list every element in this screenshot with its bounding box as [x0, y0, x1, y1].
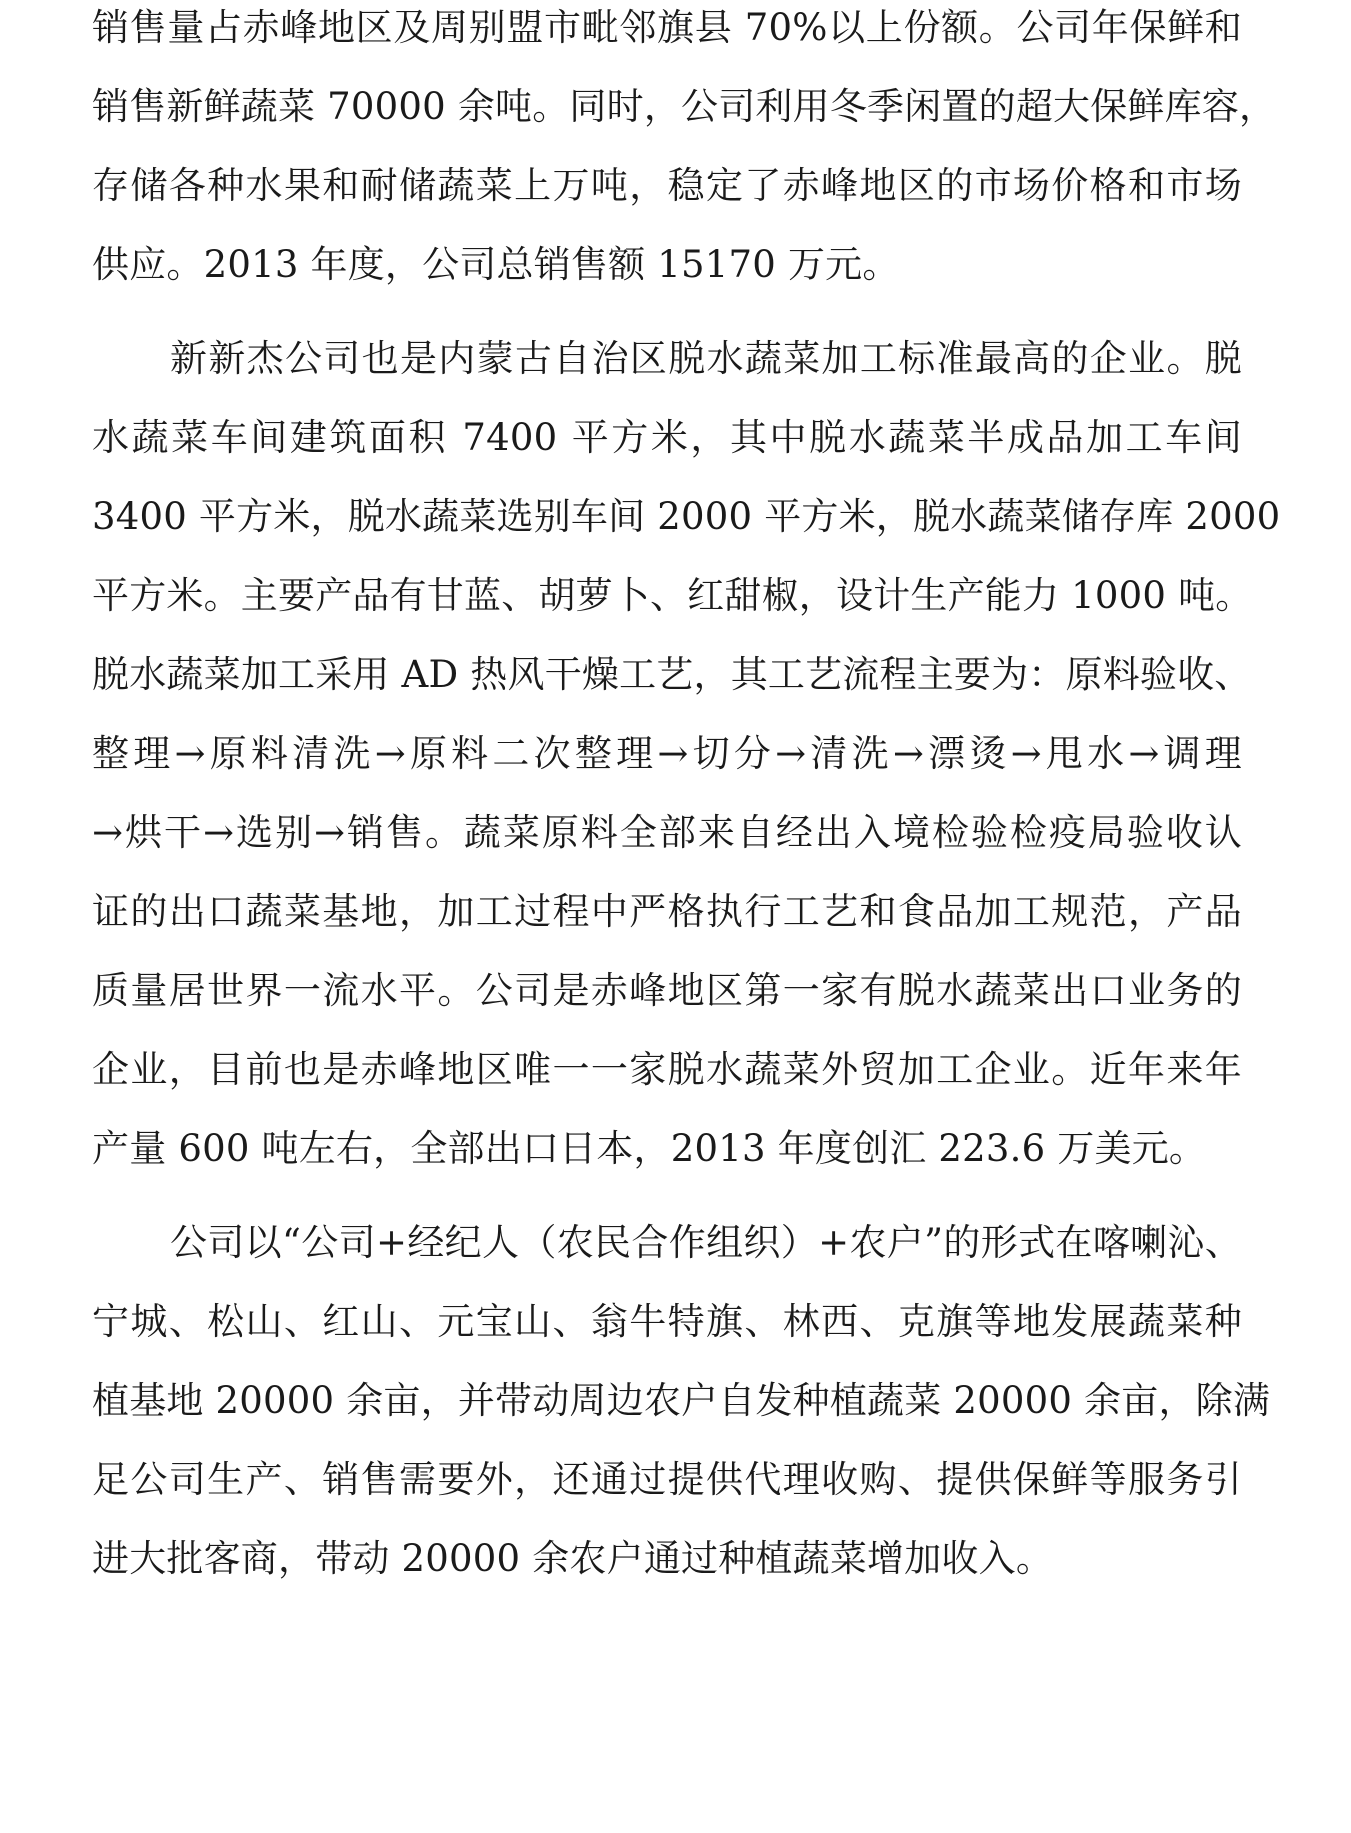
text-line: 质量居世界一流水平。公司是赤峰地区第一家有脱水蔬菜出口业务的 [92, 969, 1242, 1012]
text-line: 3400 平方米，脱水蔬菜选别车间 2000 平方米，脱水蔬菜储存库 2000 [92, 495, 1281, 538]
text-line: 存储各种水果和耐储蔬菜上万吨，稳定了赤峰地区的市场价格和市场 [92, 164, 1242, 207]
text-line: 宁城、松山、红山、元宝山、翁牛特旗、林西、克旗等地发展蔬菜种 [92, 1300, 1242, 1343]
text-line: 销售新鲜蔬菜 70000 余吨。同时，公司利用冬季闲置的超大保鲜库容， [92, 85, 1277, 128]
text-line: 产量 600 吨左右，全部出口日本，2013 年度创汇 223.6 万美元。 [92, 1127, 1207, 1170]
text-line: 整理→原料清洗→原料二次整理→切分→清洗→漂烫→甩水→调理 [92, 732, 1242, 775]
text-line: 证的出口蔬菜基地，加工过程中严格执行工艺和食品加工规范，产品 [92, 890, 1242, 933]
text-line: 供应。2013 年度，公司总销售额 15170 万元。 [92, 243, 900, 286]
text-line: 足公司生产、销售需要外，还通过提供代理收购、提供保鲜等服务引 [92, 1458, 1242, 1501]
text-line: 植基地 20000 余亩，并带动周边农户自发种植蔬菜 20000 余亩，除满 [92, 1379, 1271, 1422]
text-line: 销售量占赤峰地区及周别盟市毗邻旗县 70%以上份额。公司年保鲜和 [92, 6, 1242, 49]
text-line: 平方米。主要产品有甘蓝、胡萝卜、红甜椒，设计生产能力 1000 吨。 [92, 574, 1253, 617]
text-line: 水蔬菜车间建筑面积 7400 平方米，其中脱水蔬菜半成品加工车间 [92, 416, 1242, 459]
text-line: →烘干→选别→销售。蔬菜原料全部来自经出入境检验检疫局验收认 [92, 811, 1242, 854]
paragraph-start-line: 公司以“公司+经纪人（农民合作组织）+农户”的形式在喀喇沁、 [170, 1221, 1242, 1264]
text-line: 进大批客商，带动 20000 余农户通过种植蔬菜增加收入。 [92, 1537, 1054, 1580]
paragraph-start-line: 新新杰公司也是内蒙古自治区脱水蔬菜加工标准最高的企业。脱 [170, 337, 1242, 380]
text-line: 脱水蔬菜加工采用 AD 热风干燥工艺，其工艺流程主要为：原料验收、 [92, 653, 1252, 696]
text-line: 企业，目前也是赤峰地区唯一一家脱水蔬菜外贸加工企业。近年来年 [92, 1048, 1242, 1091]
